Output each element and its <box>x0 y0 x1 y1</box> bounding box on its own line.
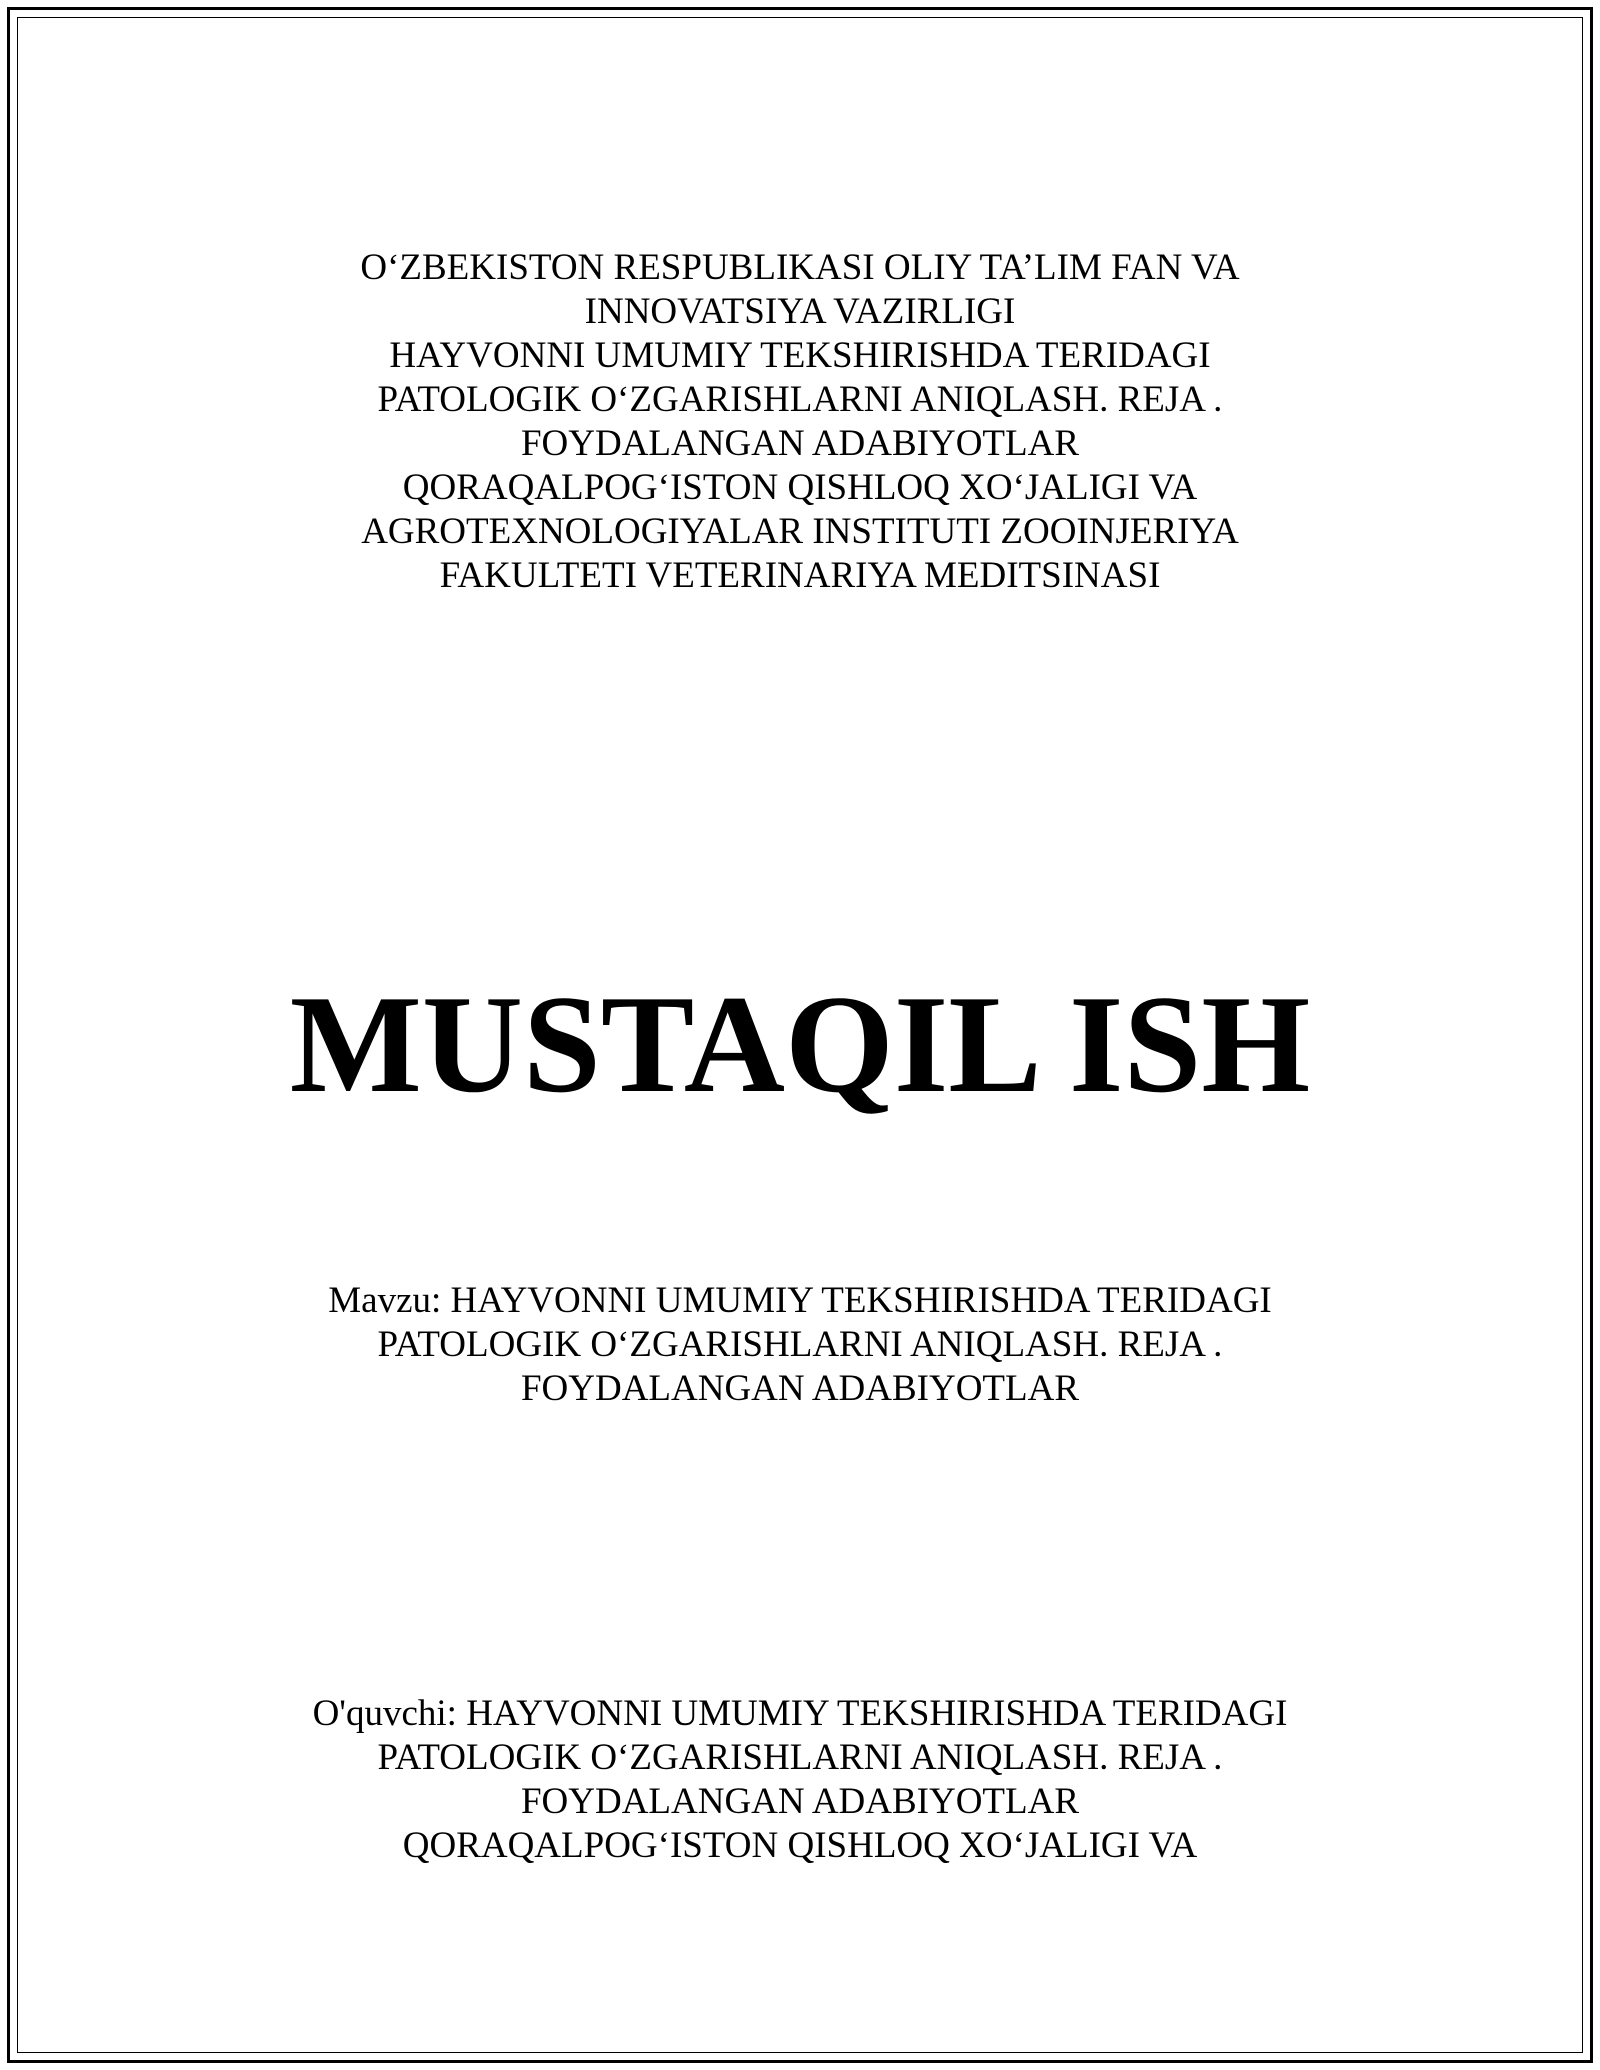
header-line: HAYVONNI UMUMIY TEKSHIRISHDA TERIDAGI <box>389 335 1211 376</box>
institution-header <box>200 246 1400 598</box>
header-line: O‘ZBEKISTON RESPUBLIKASI OLIY TA’LIM FAN VA <box>360 247 1240 288</box>
student-line: O'quvchi: HAYVONNI UMUMIY TEKSHIRISHDA TERIDAGI <box>312 1693 1288 1734</box>
header-line: FOYDALANGAN ADABIYOTLAR <box>520 423 1080 464</box>
document-title: MUSTAQIL ISH <box>289 967 1311 1122</box>
header-line: FAKULTETI VETERINARIYA MEDITSINASI <box>439 555 1161 596</box>
subject-line: FOYDALANGAN ADABIYOTLAR <box>520 1368 1080 1409</box>
student-block <box>200 1692 1400 1868</box>
header-line: AGROTEXNOLOGIYALAR INSTITUTI ZOOINJERIYA <box>361 511 1239 552</box>
header-line: INNOVATSIYA VAZIRLIGI <box>584 291 1016 332</box>
header-line: QORAQALPOG‘ISTON QISHLOQ XO‘JALIGI VA <box>402 467 1198 508</box>
student-line: QORAQALPOG‘ISTON QISHLOQ XO‘JALIGI VA <box>402 1825 1198 1866</box>
subject-line: PATOLOGIK O‘ZGARISHLARNI ANIQLASH. REJA . <box>377 1324 1223 1365</box>
header-line: PATOLOGIK O‘ZGARISHLARNI ANIQLASH. REJA . <box>377 379 1223 420</box>
student-line: PATOLOGIK O‘ZGARISHLARNI ANIQLASH. REJA . <box>377 1737 1223 1778</box>
subject-block <box>200 1279 1400 1411</box>
subject-line: Mavzu: HAYVONNI UMUMIY TEKSHIRISHDA TERIDAGI <box>328 1280 1272 1321</box>
student-line: FOYDALANGAN ADABIYOTLAR <box>520 1781 1080 1822</box>
